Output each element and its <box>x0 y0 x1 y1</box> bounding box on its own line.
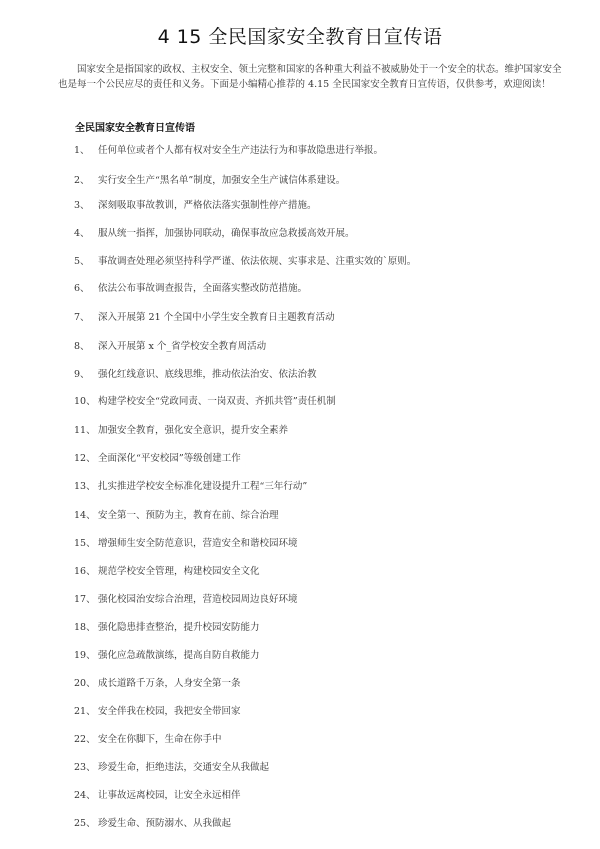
item-number: 20、 <box>74 678 96 689</box>
intro-paragraph: 国家安全是指国家的政权、主权安全、领土完整和国家的各种重大利益不被威胁处于一个安全的状态。维护国家安全也是每一个公民应尽的责任和义务。下面是小编精心推荐的 4.15 全民国家安全教育日宣传语，仅供参考，欢迎阅读！ <box>58 64 562 90</box>
item-text: 依法公布事故调查报告，全面落实整改防范措施。 <box>98 283 308 294</box>
item-number: 6、 <box>74 283 90 294</box>
list-item <box>74 508 279 524</box>
item-text: 成长道路千万条，人身安全第一条 <box>98 678 241 689</box>
item-number: 5、 <box>74 256 90 267</box>
list-item <box>74 564 260 580</box>
item-number: 3、 <box>74 200 90 211</box>
item-number: 17、 <box>74 594 96 605</box>
list-item <box>74 816 231 832</box>
item-number: 15、 <box>74 538 96 549</box>
item-text: 实行安全生产“黑名单”制度，加强安全生产诚信体系建设。 <box>98 175 346 186</box>
list-item <box>74 367 317 383</box>
item-text: 珍爱生命，拒绝违法，交通安全从我做起 <box>98 762 270 773</box>
list-item <box>74 254 416 270</box>
item-number: 24、 <box>74 790 96 801</box>
list-item <box>74 620 260 636</box>
item-text: 增强师生安全防范意识，营造安全和谐校园环境 <box>98 538 298 549</box>
item-number: 23、 <box>74 762 96 773</box>
item-text: 深入开展第 21 个全国中小学生安全教育日主题教育活动 <box>98 312 335 323</box>
item-text: 强化红线意识、底线思维，推动依法治安、依法治教 <box>98 369 317 380</box>
item-number: 1、 <box>74 145 90 156</box>
item-number: 8、 <box>74 341 90 352</box>
item-number: 25、 <box>74 818 96 829</box>
item-number: 10、 <box>74 396 96 407</box>
item-text: 扎实推进学校安全标准化建设提升工程“三年行动” <box>98 481 308 492</box>
item-text: 安全第一、预防为主，教育在前、综合治理 <box>98 510 279 521</box>
list-item <box>74 451 241 467</box>
item-text: 构建学校安全“党政同责、一岗双责、齐抓共管”责任机制 <box>98 396 336 407</box>
item-number: 18、 <box>74 622 96 633</box>
list-item <box>74 592 298 608</box>
item-text: 深刻吸取事故教训，严格依法落实强制性停产措施。 <box>98 200 317 211</box>
list-item <box>74 198 317 214</box>
item-number: 12、 <box>74 453 96 464</box>
list-item <box>74 788 241 804</box>
item-text: 安全伴我在校园，我把安全带回家 <box>98 706 241 717</box>
item-number: 14、 <box>74 510 96 521</box>
item-number: 7、 <box>74 312 90 323</box>
item-number: 19、 <box>74 650 96 661</box>
item-number: 9、 <box>74 369 90 380</box>
item-text: 加强安全教育，强化安全意识，提升安全素养 <box>98 425 289 436</box>
list-item <box>74 423 288 439</box>
item-text: 强化隐患排查整治，提升校园安防能力 <box>98 622 260 633</box>
item-number: 4、 <box>74 228 90 239</box>
list-item <box>74 648 260 664</box>
list-item <box>74 760 269 776</box>
item-text: 强化应急疏散演练，提高自防自救能力 <box>98 650 260 661</box>
list-item <box>74 479 307 495</box>
item-text: 深入开展第 x 个_省学校安全教育周活动 <box>98 341 267 352</box>
item-text: 强化校园治安综合治理，营造校园周边良好环境 <box>98 594 298 605</box>
item-text: 服从统一指挥，加强协同联动，确保事故应急救援高效开展。 <box>98 228 355 239</box>
list-item <box>74 394 336 410</box>
list-item <box>74 704 241 720</box>
item-number: 13、 <box>74 481 96 492</box>
list-item <box>74 226 355 242</box>
item-number: 22、 <box>74 734 96 745</box>
page-title: 4 15 全民国家安全教育日宣传语 <box>157 26 443 48</box>
list-item <box>74 281 307 297</box>
item-text: 安全在你脚下，生命在你手中 <box>98 734 222 745</box>
item-number: 2、 <box>74 175 90 186</box>
list-item <box>74 143 383 159</box>
item-text: 事故调查处理必须坚持科学严谨、依法依规、实事求是、注重实效的`原则。 <box>98 256 417 267</box>
item-text: 让事故远离校园，让安全永远相伴 <box>98 790 241 801</box>
list-item <box>74 732 222 748</box>
item-text: 任何单位或者个人都有权对安全生产违法行为和事故隐患进行举报。 <box>98 145 384 156</box>
item-number: 21、 <box>74 706 96 717</box>
item-text: 珍爱生命、预防溺水、从我做起 <box>98 818 232 829</box>
item-number: 16、 <box>74 566 96 577</box>
item-text: 规范学校安全管理，构建校园安全文化 <box>98 566 260 577</box>
list-item <box>74 536 298 552</box>
list-item <box>74 676 241 692</box>
list-item <box>74 339 266 355</box>
list-item <box>74 173 345 189</box>
item-number: 11、 <box>74 425 96 436</box>
list-item <box>74 310 335 326</box>
item-text: 全面深化“平安校园”等级创建工作 <box>98 453 241 464</box>
section-heading: 全民国家安全教育日宣传语 <box>75 123 195 134</box>
